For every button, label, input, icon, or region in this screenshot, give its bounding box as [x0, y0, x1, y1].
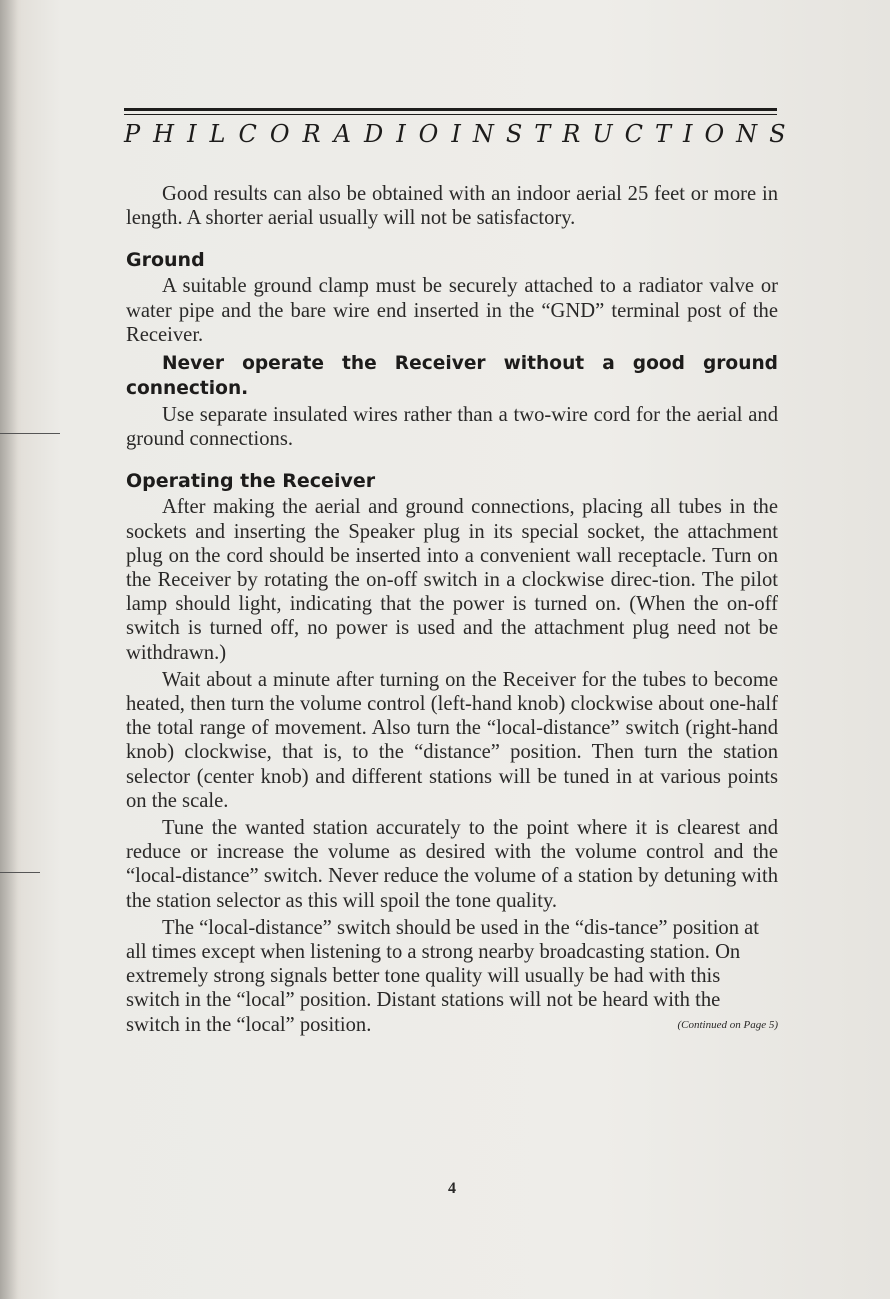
continued-note: (Continued on Page 5): [677, 1018, 778, 1031]
margin-mark: [0, 872, 40, 873]
header-word-instructions: INSTRUCTIONS: [451, 120, 798, 148]
header-word-radio: RADIO: [302, 120, 452, 148]
ground-paragraph: A suitable ground clamp must be securely attached to a radiator valve or water pipe and the bare wire end inserted in the “GND” terminal post of the Receiver.: [126, 275, 778, 346]
wiring-paragraph: Use separate insulated wires rather than a two-wire cord for the aerial and ground connections.: [126, 404, 778, 451]
operating-paragraph-4-text: The “local-distance” switch should be used in the “dis-tance” position at all times except when listening to a strong nearby broadcasting station. On extremely strong signals better tone quality will usually be had with this switch in the “local” position. Distant stations will not be heard with the switch in the “local” position.: [126, 916, 760, 1036]
running-header: [124, 120, 798, 148]
header-rule-thick: [124, 108, 777, 111]
section-heading-operating: Operating the Receiver: [126, 470, 376, 493]
header-rule-thin: [124, 114, 777, 115]
page-fold-shadow: [0, 0, 18, 1299]
operating-paragraph-3: Tune the wanted station accurately to the point where it is clearest and reduce or increase the volume as desired with the volume control and the “local-distance” switch. Never reduce the volume of a station by detuning with the station selector as this will spoil the tone quality.: [126, 817, 778, 912]
body-text: [126, 182, 778, 1037]
margin-mark: [0, 433, 60, 434]
intro-paragraph: Good results can also be obtained with an indoor aerial 25 feet or more in length. A shorter aerial usually will not be satisfactory.: [126, 183, 778, 230]
header-word-philco: PHILCO: [124, 120, 303, 148]
ground-warning: Never operate the Receiver without a good ground connection.: [126, 353, 778, 400]
operating-paragraph-1: After making the aerial and ground connections, placing all tubes in the sockets and inserting the Speaker plug in its special socket, the attachment plug on the cord should be inserted into a convenient wall receptacle. Turn on the Receiver by rotating the on-off switch in a clockwise direc-tion. The pilot lamp should light, indicating that the power is turned on. (When the on-off switch is turned off, no power is used and the attachment plug need not be withdrawn.): [126, 496, 778, 664]
operating-paragraph-4: [126, 916, 778, 1037]
page-number: 4: [448, 1180, 456, 1197]
operating-paragraph-2: Wait about a minute after turning on the Receiver for the tubes to become heated, then turn the volume control (left-hand knob) clockwise about one-half the total range of movement. Also turn the “local-distance” switch (right-hand knob) clockwise, that is, to the “distance” position. Then turn the station selector (center knob) and different stations will be tuned in at various points on the scale.: [126, 668, 778, 812]
section-heading-ground: Ground: [126, 249, 205, 272]
